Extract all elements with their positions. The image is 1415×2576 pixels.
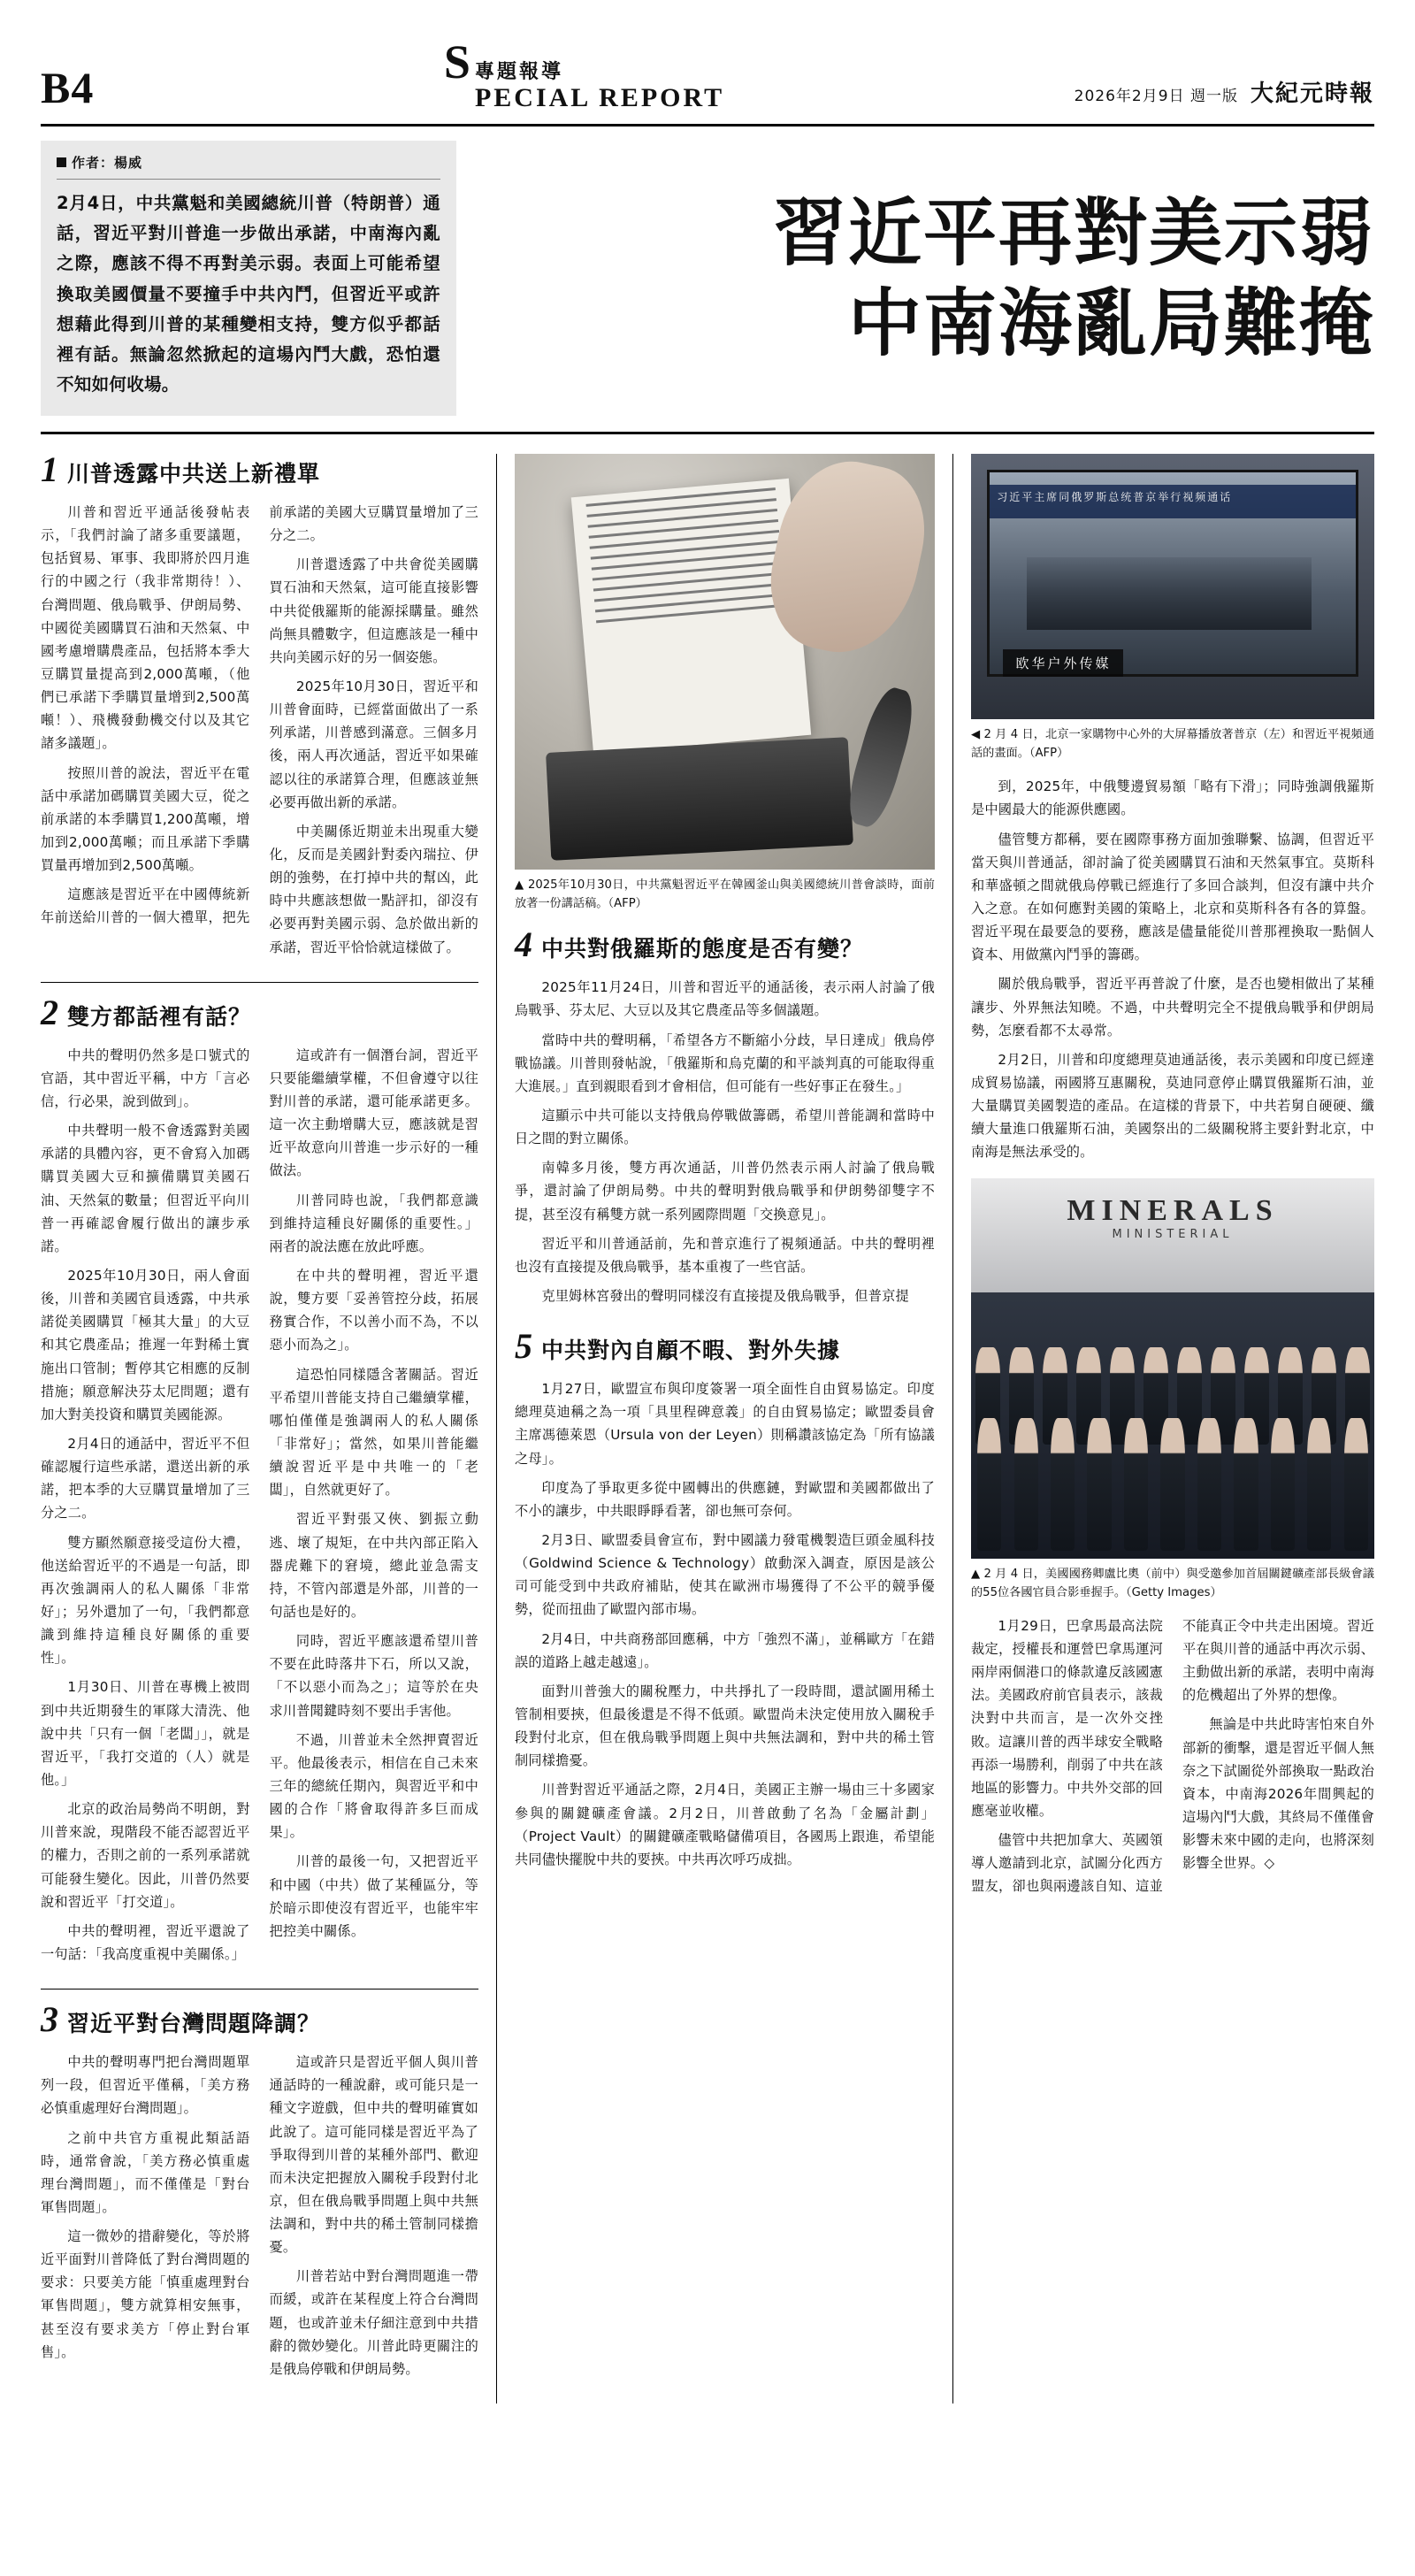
- paragraph: 2月4日，中共商務部回應稱，中方「強烈不滿」，並稱歐方「在錯誤的道路上越走越遠」。: [515, 1630, 935, 1670]
- paragraph: 無論是中共此時害怕來自外部新的衝擊，還是習近平個人無奈之下試圖從外部換取一點政治資本，中南海2026年間興起的這場內鬥大戲，其終局不僅僅會影響未來中國的走向，也將深刻影響全世界。◇: [1182, 1716, 1374, 1872]
- paper-name: 大紀元時報: [1250, 80, 1374, 107]
- section-4-number: 4: [515, 924, 532, 965]
- headline: [456, 141, 1374, 416]
- banner-title: MINERALS: [1067, 1193, 1279, 1227]
- headline-line-1: 習近平再對美示弱: [773, 190, 1374, 277]
- paragraph: 雙方顯然願意接受這份大禮，他送給習近平的不過是一句話，即再次強調兩人的私人關係「非常好」；另外還加了一句，「我們都意識到維持這種良好關係的重要性」。: [41, 1534, 250, 1667]
- paragraph: 南韓多月後，雙方再次通話，川普仍然表示兩人討論了俄烏戰爭，還討論了伊朗局勢。中共的聲明對俄烏戰爭和伊朗勢卻雙字不提，甚至沒有稱雙方就一系列國際問題「交換意見」。: [515, 1160, 935, 1223]
- beijing-screen-photo: [971, 454, 1374, 719]
- section-4-text-cont: [971, 775, 1374, 1163]
- paragraph: 2025年11月24日，川普和習近平的通話後，表示兩人討論了俄烏戰爭、芬太尼、大豆以及其它農產品等多個議題。: [515, 979, 935, 1019]
- deck-box: [41, 141, 456, 416]
- section-3-heading: [41, 1999, 478, 2040]
- section-3-text: [41, 2051, 478, 2380]
- paragraph: 這恐怕同樣隱含著關話。習近平希望川普能支持自己繼續掌權，哪怕僅僅是強調兩人的私人關係「非常好」；當然，如果川普能繼續說習近平是中共唯一的「老闆」，自然就更好了。: [269, 1366, 478, 1499]
- paragraph: 這一微妙的措辭變化，等於將近平面對川普降低了對台灣問題的要求：只要美方能「慎重處理對台軍售問題」，雙方就算相安無事，甚至沒有要求美方「停止對台軍售」。: [41, 2228, 250, 2360]
- minerals-ministerial-photo: [971, 1178, 1374, 1559]
- paragraph: 中共的聲明專門把台灣問題單列一段，但習近平僅稱，「美方務必慎重處理好台灣問題」。: [41, 2054, 250, 2117]
- section-2-heading: [41, 992, 478, 1032]
- paragraph: 中共的聲明裡，習近平還說了一句話：「我高度重視中美關係。」: [41, 1922, 250, 1962]
- section-5-heading: [515, 1326, 935, 1367]
- headline-block: [41, 141, 1374, 434]
- section-3-number: 3: [41, 1999, 58, 2040]
- paragraph: 到，2025年，中俄雙邊貿易額「略有下滑」；同時強調俄羅斯是中國最大的能源供應國。: [971, 778, 1374, 818]
- paragraph: 2025年10月30日，習近平和川普會面時，已經當面做出了一系列承諾，川普感到滿意。三個多月後，兩人再次通話，習近平如果確認以往的承諾算合理，但應該並無必要再做出新的承諾。: [269, 678, 478, 810]
- paragraph: 習近平和川普通話前，先和普京進行了視頻通話。中共的聲明裡也沒有直接提及俄烏戰爭，基本重複了一些官話。: [515, 1235, 935, 1275]
- section-zh-label: 專題報導: [474, 61, 563, 83]
- speech-paper: [571, 478, 811, 754]
- paragraph: 川普同時也說，「我們都意識到維持這種良好關係的重要性。」兩者的說法應在放此呼應。: [269, 1192, 478, 1254]
- section-1: [41, 449, 478, 959]
- figure-caption: ▲ 2025年10月30日，中共黨魁習近平在韓國釜山與美國總統川普會談時，面前放著一份講話稿。（AFP）: [515, 878, 935, 911]
- figure-xi-trump-meeting: [515, 454, 935, 913]
- paragraph: 按照川普的說法，習近平在電話中承諾加碼購買美國大豆，從之前承諾的本季購買1,200萬噸，增加到2,000萬噸；而且承諾下季購買量再增加到2,500萬噸。: [41, 764, 250, 874]
- paragraph: 2025年10月30日，兩人會面後，川普和美國官員透露，中共承諾從美國購買「極其大量」的大豆和其它農產品；推遲一年對稀土實施出口管制；暫停其它相應的反制措施；願意解決芬太尼問題；還有加大對美投資和購買美國能源。: [41, 1268, 250, 1422]
- paragraph: 中共聲明一般不會透露對美國承諾的具體內容，更不會寫入加碼購買美國大豆和擴備購買美國石油、天然氣的數量；但習近平向川普一再確認會履行做出的讓步承諾。: [41, 1123, 250, 1254]
- deck-text: 2月4日，中共黨魁和美國總統川普（特朗普）通話，習近平對川普進一步做出承諾，中南海內亂之際，應該不得不再對美示弱。表面上可能希望換取美國價量不要撞手中共內鬥，但習近平或許想藉此得到川普的某種變相支持，雙方似乎都話裡有話。無論忽然掀起的這場內鬥大戲，恐怕還不知如何收場。: [57, 193, 440, 395]
- banner-subtitle: MINISTERIAL: [1112, 1227, 1234, 1241]
- page-folio: B4: [41, 63, 95, 113]
- paragraph: 這應該是習近平在中國傳統新年前送給川普的一個大禮單，把先前承諾的美國大豆購買量增加了三分之二。: [41, 504, 478, 926]
- paragraph: 不過，川普並未全然押賣習近平。他最後表示，相信在自己未來三年的總統任期內，與習近平和中國的合作「將會取得許多巨而成果」。: [269, 1731, 478, 1841]
- section-1-text: [41, 501, 478, 959]
- broadcast-figures: [1027, 557, 1312, 630]
- section-5-text-cont: [971, 1614, 1374, 1898]
- section-4-heading: [515, 924, 935, 965]
- section-4-title: 中共對俄羅斯的態度是否有變？: [541, 936, 864, 962]
- event-banner: [971, 1178, 1374, 1292]
- chyron-top-text: 习近平主席同俄罗斯总统普京举行视频通话: [997, 490, 1233, 503]
- section-masthead: [94, 35, 1074, 115]
- paragraph: 1月29日，巴拿馬最高法院裁定，授權長和運營巴拿馬運河兩岸兩個港口的條款違反該國憲法。美國政府前官員表示，該裁決對中共而言，是一次外交挫敗。這讓川普的西半球安全戰略再添一場勝利，削弱了中共在該地區的影響力。中共外交部的回應毫並收權。: [971, 1617, 1163, 1819]
- desk-nameplate: [546, 737, 853, 861]
- section-2-title: 雙方都話裡有話？: [67, 1003, 252, 1030]
- paragraph: 面對川普強大的關稅壓力，中共掙扎了一段時間，還試圖用稀土管制相要挾，但最後還是不得不低頭。歐盟尚未決定使用放入關稅手段對付北京，但在俄烏戰爭問題上與中共無法調和，對中共的稀土管制同樣擔憂。: [515, 1683, 935, 1769]
- section-2: [41, 992, 478, 1966]
- paragraph: 這或許有一個潛台詞，習近平只要能繼續掌權，不但會遵守以往對川普的承諾，還可能承諾更多。這一次主動增購大豆，應該就是習近平故意向川普進一步示好的一種做法。: [269, 1046, 478, 1179]
- section-5-number: 5: [515, 1326, 532, 1367]
- paragraph: 1月27日，歐盟宣布與印度簽署一項全面性自由貿易協定。印度總理莫迪稱之為一項「具里程碑意義」的自由貿易協定；歐盟委員會主席馮德萊恩（Ursula von der Leyen）則稱讚該協定為「所有協議之母」。: [515, 1381, 935, 1467]
- paragraph: 川普還透露了中共會從美國購買石油和天然氣，這可能直接影響中共從俄羅斯的能源採購量。雖然尚無具體數字，但這應該是一種中共向美國示好的另一個姿態。: [269, 556, 478, 665]
- paragraph: 這或許只是習近平個人與川普通話時的一種說辭，或可能只是一種文字遊戲，但中共的聲明確實如此說了。這可能同樣是習近平為了爭取得到川普的某種外部門、歡迎而未決定把握放入關稅手段對付北京，但在俄烏戰爭問題上與中共無法調和，對中共的稀土管制同樣擔憂。: [269, 2054, 478, 2256]
- screen-chyron-bottom: 欧华户外传媒: [1003, 649, 1123, 677]
- figure-minerals-ministerial: [971, 1178, 1374, 1602]
- column-middle: [497, 454, 953, 2404]
- divider: [41, 1989, 478, 1990]
- bullet-square-icon: [57, 157, 66, 167]
- paragraph: 2月3日、歐盟委員會宣布，對中國議力發電機製造巨頭金風科技（Goldwind Science & Technology）啟動深入調查，原因是該公司可能受到中共政府補貼，使其在歐洲市場獲得了不公平的競爭優勢，從而扭曲了歐盟內部市場。: [515, 1531, 935, 1618]
- section-4: [515, 924, 935, 1307]
- paragraph: 同時，習近平應該還希望川普不要在此時落井下石，所以又說，「不以惡小而為之」；這等於在央求川普聞鍵時刻不要出手害他。: [269, 1633, 478, 1719]
- paragraph: 印度為了爭取更多從中國轉出的供應鏈，對歐盟和美國都做出了不小的讓步，中共眼睜睜看著，卻也無可奈何。: [515, 1479, 935, 1519]
- section-1-heading: [41, 449, 478, 490]
- paragraph: 在中共的聲明裡，習近平還說，雙方要「妥善管控分歧，拓展務實合作，不以善小而不為，不以惡小而為之」。: [269, 1268, 478, 1353]
- paragraph: 川普和習近平通話後發帖表示，「我們討論了諸多重要議題，包括貿易、軍事、我即將於四月進行的中國之行（我非常期待！）、台灣問題、俄烏戰爭、伊朗局勢、中國從美國購買石油和天然氣、中國考慮增購農產品，包括將本季大豆購買量提高到2,000萬噸，（他們已承諾下季購買量增到2,500萬噸！）、飛機發動機交付以及其它諸多議題」。: [41, 504, 250, 752]
- masthead: [41, 35, 1374, 126]
- section-5: [515, 1326, 935, 1871]
- section-3-title: 習近平對台灣問題降調？: [67, 2011, 321, 2037]
- screen-chyron-top: [990, 485, 1356, 519]
- figure-caption: ▲ 2 月 4 日，美國國務卿盧比奧（前中）與受邀參加首屆關鍵礦產部長級會議的55位各國官員合影垂握手。（Getty Images）: [971, 1567, 1374, 1599]
- section-1-title: 川普透露中共送上新禮單: [67, 461, 321, 487]
- paragraph: 習近平對張又俠、劉振立動逃、壞了規矩，在中共內部正陷入器虎難下的窘境，總此並急需支持，不管內部還是外部，川普的一句話也是好的。: [269, 1511, 478, 1620]
- paragraph: 北京的政治局勢尚不明朗，對川普來說，現階段不能否認習近平的權力，否則之前的一系列承諾就可能發生變化。因此，川普仍然要說和習近平「打交道」。: [41, 1801, 250, 1910]
- headline-line-2: 中南海亂局難掩: [848, 280, 1374, 366]
- paragraph: 這顯示中共可能以支持俄烏停戰做籌碼，希望川普能調和當時中日之間的對立關係。: [515, 1108, 935, 1147]
- section-4-text-intro: [515, 976, 935, 1307]
- figure-caption: ◀ 2 月 4 日，北京一家購物中心外的大屏幕播放著普京（左）和習近平視頻通話的畫面。（AFP）: [971, 728, 1374, 761]
- officials-row-front: [971, 1418, 1374, 1551]
- section-en-initial: S: [443, 35, 473, 88]
- paragraph: 2月2日，川普和印度總理莫迪通話後，表示美國和印度已經達成貿易協議，兩國將互惠關稅，莫迪同意停止購買俄羅斯石油，並大量購買美國製造的產品。在這樣的背景下，中共若舅自硬硬、纖續大量進口俄羅斯石油，美國祭出的二級關稅將主要針對北京，中南海是無法承受的。: [971, 1051, 1374, 1161]
- section-5-title: 中共對內自顧不暇、對外失據: [541, 1338, 841, 1364]
- section-2-text: [41, 1044, 478, 1966]
- microphone-icon: [840, 684, 920, 832]
- section-1-number: 1: [41, 449, 58, 490]
- figure-beijing-screen: [971, 454, 1374, 763]
- paragraph: 關於俄烏戰爭，習近平再普說了什麼，是否也變相做出了某種讓步、外界無法知曉。不過，中共聲明完全不提俄烏戰爭和伊朗局勢，怎麼看都不太尋常。: [971, 976, 1374, 1039]
- paragraph: 當時中共的聲明稱，「希望各方不斷縮小分歧，早日達成」俄烏停戰協議。川普則發帖說，「俄羅斯和烏克蘭的和平談判真的可能取得重大進展。」直到親眼看到才會相信，但可能有一些好事正在發生。」: [515, 1031, 935, 1094]
- column-right: [953, 454, 1374, 2404]
- byline-text: 作者：楊威: [72, 155, 143, 172]
- section-en-label: PECIAL REPORT: [474, 83, 725, 113]
- paragraph: 川普對習近平通話之際，2月4日，美國正主辦一場由三十多國家參與的關鍵礦產會議。2月2日，川普啟動了名為「金屬計劃」（Project Vault）的關鍵礦產戰略儲備項目，各國馬上跟進，希望能共同儘快擺脫中共的要挾。中共再次呼巧成拙。: [515, 1782, 935, 1867]
- divider: [41, 982, 478, 983]
- section-3: [41, 1999, 478, 2380]
- issue-date: 2026年2月9日 週一版: [1074, 88, 1238, 106]
- article-body: [41, 449, 1374, 2404]
- paragraph: 2月4日的通話中，習近平不但確認履行這些承諾，還送出新的承諾，把本季的大豆購買量增加了三分之二。: [41, 1435, 250, 1522]
- byline: [57, 153, 440, 180]
- section-5-text-intro: [515, 1377, 935, 1871]
- paragraph: 1月30日、川普在專機上被問到中共近期發生的軍隊大清洗、他說中共「只有一個「老闆」」，就是習近平，「我打交道的（人）就是他。」: [41, 1679, 250, 1788]
- paragraph: 克里姆林宮發出的聲明同樣沒有直接提及俄烏戰爭，但普京提: [541, 1288, 909, 1304]
- paragraph: 川普若站中對台灣問題進一帶而緩，或許在某程度上符合台灣問題，也或許並未仔細注意到中共措辭的微妙變化。川普此時更關注的是俄烏停戰和伊朗局勢。: [269, 2268, 478, 2377]
- paragraph: 中美關係近期並未出現重大變化，反而是美國針對委內瑞拉、伊朗的強勢，在打掉中共的幫凶，此時中共應該想做一點評扣，卻沒有必要再對美國示弱、急於做出新的承諾，習近平恰恰就這樣做了。: [269, 823, 478, 955]
- xi-trump-meeting-photo: [515, 454, 935, 870]
- paragraph: 儘管雙方都稱，要在國際事務方面加強聯繫、協調，但習近平當天與川普通話，卻討論了從美國購買石油和天然氣事宜。莫斯科和華盛頓之間就俄烏停戰已經進行了多回合談判，但沒有讓中共介入之意。在如何應對美國的策略上，北京和莫斯科各有各的算盤。習近平現在最要急的要務，應該是儘量能從川普那裡換取一點個人資本、用做黨內鬥爭的籌碼。: [971, 831, 1374, 963]
- masthead-right: [1075, 75, 1374, 115]
- section-2-number: 2: [41, 992, 58, 1032]
- paragraph: 中共的聲明仍然多是口號式的官語，其中習近平稱，中方「言必信，行必果，說到做到」。: [41, 1046, 250, 1110]
- outdoor-screen: [987, 470, 1358, 677]
- paragraph: 之前中共官方重視此類話語時，通常會說，「美方務必慎重處理台灣問題」，而不僅僅是「對台軍售問題」。: [41, 2129, 250, 2215]
- paragraph: 川普的最後一句，又把習近平和中國（中共）做了某種區分，等於暗示即使沒有習近平，也能牢牢把控美中關係。: [269, 1853, 478, 1939]
- paragraph: 儘管中共把加拿大、英國領導人邀請到北京，試圖分化西方盟友，卻也與兩邊該自知、這並不能真正令中共走出困境。習近平在與川普的通話中再次示弱、主動做出新的承諾，表明中南海的危機超出了外界的想像。: [971, 1617, 1374, 1895]
- column-left: [41, 449, 497, 2404]
